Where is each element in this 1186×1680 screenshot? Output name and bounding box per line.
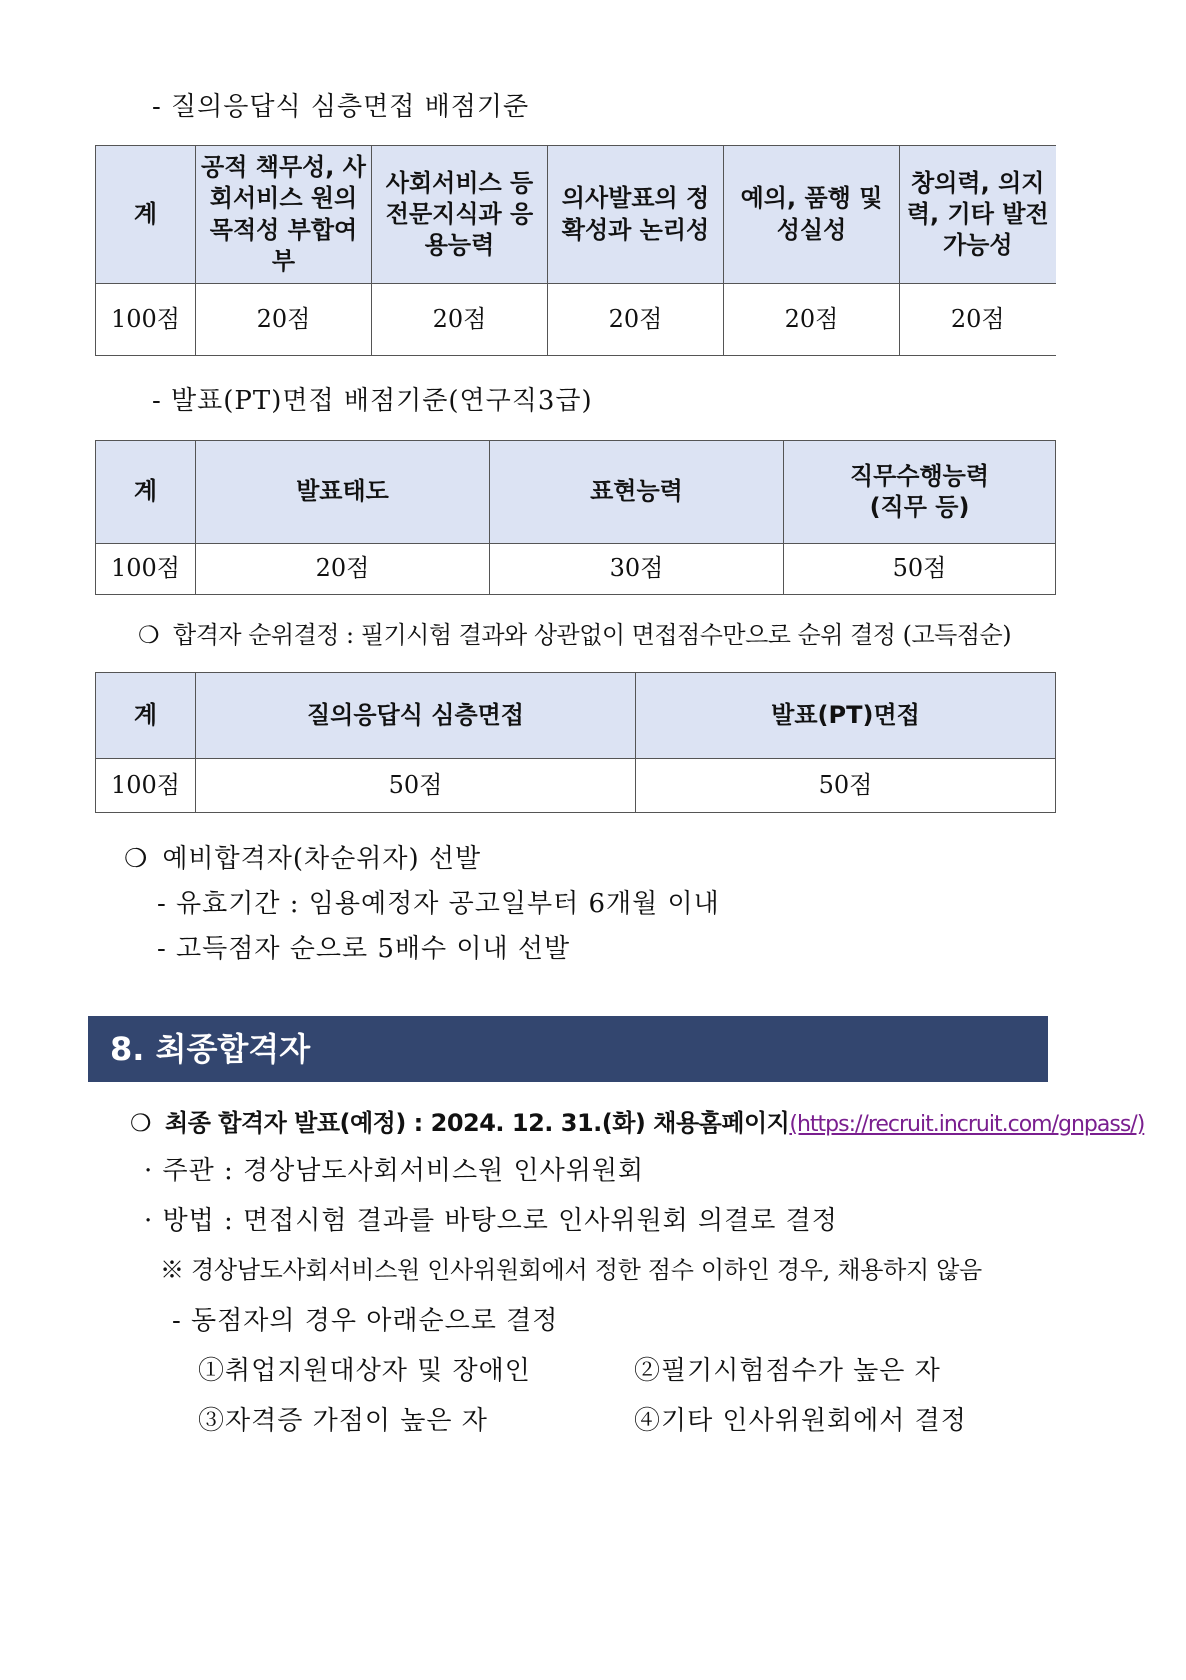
tie-item: ④기타 인사위원회에서 결정: [634, 1406, 967, 1436]
table-cell: 50점: [636, 759, 1056, 813]
table-header-cell: 계: [96, 673, 196, 759]
tie-item: ③자격증 가점이 높은 자: [198, 1406, 488, 1436]
table-header-cell: 표현능력: [490, 441, 784, 544]
section-heading-interview-criteria: - 질의응답식 심층면접 배점기준: [152, 92, 530, 122]
table-cell: 20점: [196, 544, 490, 595]
table-header-cell: 질의응답식 심층면접: [196, 673, 636, 759]
table-cell: 100점: [96, 544, 196, 595]
final-announcement: [130, 1103, 1144, 1138]
table-header-cell: 예의, 품행 및 성실성: [724, 146, 900, 284]
tie-item: ①취업지원대상자 및 장애인: [198, 1356, 531, 1386]
ranking-note-text: 합격자 순위결정 : 필기시험 결과와 상관없이 면접점수만으로 순위 결정 (고득점순): [173, 621, 1012, 649]
ranking-note: [138, 615, 1011, 650]
reserve-title-text: 예비합격자(차순위자) 선발: [162, 844, 482, 874]
circle-bullet-icon: ❍: [138, 621, 160, 649]
table-header-cell: 의사발표의 정확성과 논리성: [548, 146, 724, 284]
table-header-cell: 직무수행능력 (직무 등): [784, 441, 1056, 544]
pt-score-table: [95, 440, 1056, 595]
table-header-cell: 발표(PT)면접: [636, 673, 1056, 759]
table-header-cell: 발표태도: [196, 441, 490, 544]
table-header-cell: 창의력, 의지력, 기타 발전 가능성: [900, 146, 1056, 284]
table-header-cell: 사회서비스 등 전문지식과 응용능력: [372, 146, 548, 284]
table-cell: 50점: [196, 759, 636, 813]
section-8-header: 8. 최종합격자: [88, 1016, 1048, 1082]
table-cell: 100점: [96, 759, 196, 813]
table-row: [96, 544, 1056, 595]
final-announcement-text: 최종 합격자 발표(예정) : 2024. 12. 31.(화) 채용홈페이지: [165, 1109, 790, 1137]
table-header-cell: 계: [96, 146, 196, 284]
recruit-homepage-link[interactable]: (https://recruit.incruit.com/gnpass/): [789, 1112, 1145, 1137]
reserve-item: - 고득점자 순으로 5배수 이내 선발: [157, 934, 571, 964]
table-cell: 20점: [372, 284, 548, 356]
table-cell: 20점: [900, 284, 1056, 356]
table-cell: 20점: [724, 284, 900, 356]
table-cell: 50점: [784, 544, 1056, 595]
table-row: [96, 284, 1056, 356]
table-cell: 30점: [490, 544, 784, 595]
table-row: [96, 759, 1056, 813]
table-header-row: [96, 673, 1056, 759]
reserve-title: [124, 838, 481, 875]
ranking-score-table: [95, 672, 1056, 813]
tie-item: ②필기시험점수가 높은 자: [634, 1356, 941, 1386]
table-header-cell: 공적 책무성, 사회서비스 원의 목적성 부합여부: [196, 146, 372, 284]
circle-bullet-icon: ❍: [130, 1109, 152, 1137]
interview-score-table: [95, 145, 1056, 356]
table-header-cell: 계: [96, 441, 196, 544]
reserve-item: - 유효기간 : 임용예정자 공고일부터 6개월 이내: [157, 889, 720, 919]
final-method: · 방법 : 면접시험 결과를 바탕으로 인사위원회 의결로 결정: [144, 1206, 838, 1236]
final-host: · 주관 : 경상남도사회서비스원 인사위원회: [144, 1156, 645, 1186]
circle-bullet-icon: ❍: [124, 844, 149, 874]
table-cell: 100점: [96, 284, 196, 356]
final-note: ※ 경상남도사회서비스원 인사위원회에서 정한 점수 이하인 경우, 채용하지 않음: [160, 1256, 982, 1284]
table-cell: 20점: [196, 284, 372, 356]
table-cell: 20점: [548, 284, 724, 356]
tie-title: - 동점자의 경우 아래순으로 결정: [172, 1306, 559, 1336]
table-header-row: [96, 441, 1056, 544]
table-header-row: [96, 146, 1056, 284]
section-heading-pt-criteria: - 발표(PT)면접 배점기준(연구직3급): [152, 386, 593, 416]
